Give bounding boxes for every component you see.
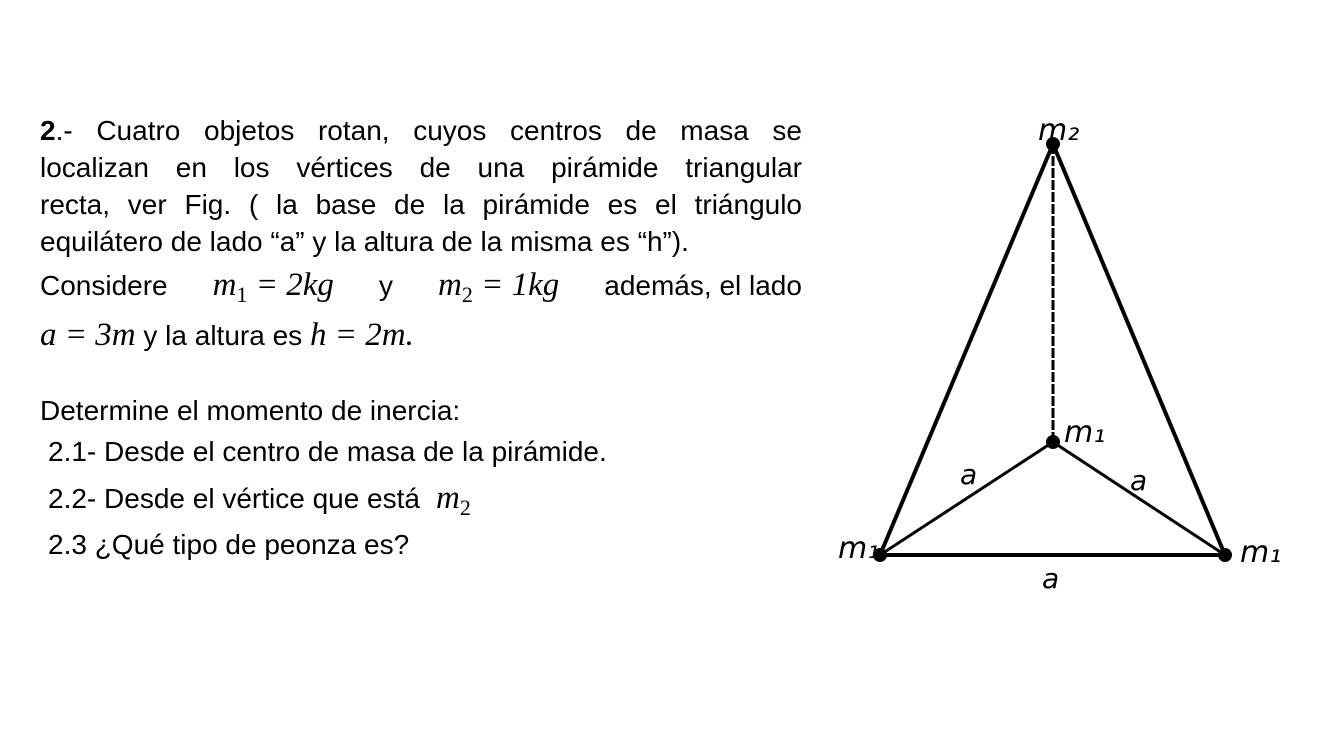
mass-values-line <box>40 267 802 313</box>
dimensions-line <box>40 317 802 354</box>
problem-text <box>40 112 802 563</box>
right-label: m₁ <box>1240 535 1282 570</box>
edge-right-label: a <box>1130 464 1148 497</box>
m1-equation: $m_1 = 2kg$ <box>212 267 334 307</box>
question-2-2 <box>40 480 802 526</box>
m2-equation: $m_2 = 1kg$ <box>437 267 560 307</box>
problem-line-3: recta, ver Fig. ( la base de la pirámide es el triángulo <box>40 189 802 220</box>
problem-number: 2 <box>40 115 56 146</box>
a-equation: a = 3m <box>40 317 136 353</box>
h-equation: h = 2m. <box>309 317 414 353</box>
height-text: y la altura es <box>143 320 303 351</box>
problem-line-1 <box>40 112 802 149</box>
edge-bottom-label: a <box>1042 562 1060 595</box>
center-label: m₁ <box>1064 415 1106 450</box>
edge-apex-left <box>880 144 1053 555</box>
vertex-center <box>1046 435 1060 449</box>
question-2-2-text: 2.2- Desde el vértice que está <box>48 483 420 514</box>
apex-label: m₂ <box>1038 113 1080 148</box>
determine-line: Determine el momento de inercia: <box>40 395 461 426</box>
question-2-1: 2.1- Desde el centro de masa de la pirámide. <box>48 436 607 467</box>
and-word: y <box>378 270 393 301</box>
consider-suffix: además, el lado <box>604 270 802 301</box>
vertex-right <box>1218 548 1232 562</box>
left-label: m₁ <box>838 531 880 566</box>
pyramid-figure <box>820 100 1300 620</box>
question-2-3: 2.3 ¿Qué tipo de peonza es? <box>48 529 410 560</box>
consider-word: Considere <box>40 270 168 301</box>
problem-line-2: localizan en los vértices de una pirámide triangular <box>40 152 802 183</box>
question-2-2-mass: $m_2$ <box>427 480 471 520</box>
problem-line-1-text: .- Cuatro objetos rotan, cuyos centros de masa se <box>55 115 802 146</box>
edge-left-label: a <box>960 458 978 491</box>
problem-line-4: equilátero de lado “a” y la altura de la misma es “h”). <box>40 226 689 257</box>
